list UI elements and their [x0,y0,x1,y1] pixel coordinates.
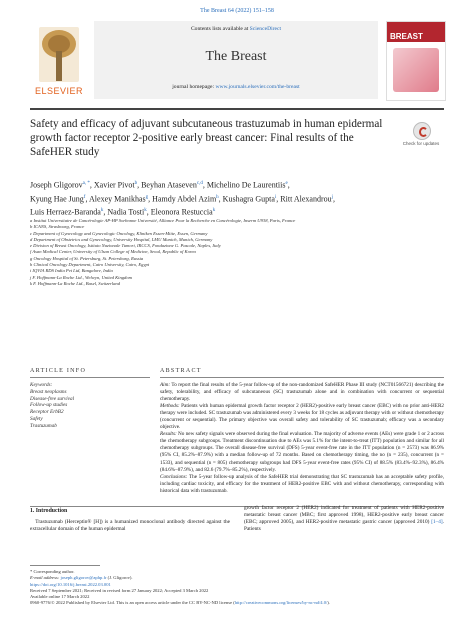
abstract-aim: Aim: To report the final results of the 5-year follow-up of the non-randomized SafeHER Phase III study (NCT01566721) describing the safety, tolerability, and efficacy of subcutaneous (SC) trastuzumab alone and in combination with concurrent or sequential chemotherapy. [160,382,444,403]
abstract-results: Results: No new safety signals were observed during the final evaluation. The majority of adverse events (AEs) were grade 1 or 2 across the chemotherapy subgroups. Treatment discontinuation due to AEs was 5.1% for the intent-to-treat (ITT) population and similar for all chemotherapy subgroups. The overall disease-free survival (DFS) 5-year event-free rate in the ITT population (n = 2573) was 86.9% (95% CI, 85.2%–87.9%) with a median follow-up of 72 months. Based on chemotherapy timing, the no (n = 235), concurrent (n = 1533), and sequential (n = 805) chemotherapy subgroups had DFS 5-year event-free rates (95% CI) of 88.5% (83.4%–92.3%), 86.4% (84.6%–87.9%), and 82.6 (79.7%–85.2%), respectively. [160,431,444,473]
affiliation: f Asan Medical Center, University of Ulsan College of Medicine, Seoul, Republic of Korea [30,249,196,255]
journal-cover[interactable] [386,21,446,101]
footnote-divider [30,565,100,566]
email-line: E-mail address: joseph.gligorov@aphp.fr (J. Gligorov). [30,575,133,581]
affiliation: g Oncology Hospital of St. Petersburg, St. Petersburg, Russia [30,255,144,261]
elsevier-logo[interactable] [30,23,88,99]
doi-link[interactable]: https://doi.org/10.1016/j.breast.2022.03.001 [30,581,111,587]
keyword: Follow-up studies [30,402,68,409]
citation-link[interactable]: [1–4] [431,519,443,526]
affiliation: i IQVIA RDS India Pvt Ltd, Bangalore, India [30,268,113,274]
affiliation: k F. Hoffmann-La Roche Ltd., Basel, Switzerland [30,280,120,286]
keyword: Receptor ErbB2 [30,409,64,416]
keyword: Trastuzumab [30,422,57,429]
corresponding-note: * Corresponding author. [30,569,75,574]
tree-icon [39,27,79,82]
affiliation-list [30,218,444,287]
check-updates-label: Check for updates [402,141,440,146]
contents-line: Contents lists available at ScienceDirect [190,26,282,32]
article-footer [30,569,444,607]
keywords-label: Keywords: [30,382,53,388]
available-online: Available online 17 March 2022 [30,594,90,600]
divider [30,377,150,378]
affiliation: c Department of Gynecology and Gynecologic Oncology, Kliniken Essen-Mitte, Essen, Germany [30,230,208,236]
update-icon [413,122,431,140]
abstract-heading: ABSTRACT [160,368,202,374]
abstract-body [160,382,444,495]
abstract-methods: Methods: Patients with human epidermal growth factor receptor 2 (HER2)-positive early breast cancer (EBC) with no prior anti-HER2 therapy were included. SC trastuzumab was administered every 3 weeks for 18 cycles as adjuvant therapy with or without chemotherapy (concurrent or sequential). The primary objective was overall safety and tolerability of SC trastuzumab; efficacy was a secondary objective. [160,403,444,431]
homepage-link[interactable]: www.journals.elsevier.com/the-breast [215,84,300,90]
check-for-updates-button[interactable] [400,122,442,152]
keyword: Breast neoplasms [30,388,67,395]
affiliation: d Department of Obstetrics and Gynecology, University Hospital, LMU Munich, Munich, Germany [30,236,213,242]
header-divider [30,108,444,110]
journal-masthead [30,21,444,104]
affiliation: h Clinical Oncology Department, Cairo University, Cairo, Egypt [30,262,150,268]
divider [160,377,444,378]
keywords-list [30,382,150,430]
paper-title: Safety and efficacy of adjuvant subcutaneous trastuzumab in human epidermal growth factor receptor 2-positive early breast cancer: Final results of the SafeHER study [30,118,383,158]
affiliation: b ICANS, Strasbourg, France [30,224,85,230]
section-heading: 1. Introduction [30,508,68,514]
author-list: Joseph Gligorov$^{a, *}$, Xavier Pivot$^b$, Beyhan Ataseven$^{c,d}$, Michelino De Laurentiis$^e$, Kyung Hae Jung$^f$, Alexey Manikhas$^g$, Hamdy Abdel Azim$^h$, Kushagra Gupta$^i$, Ritt Alexandrou$^j$, Luis Herraez-Baranda$^k$, Nadia Tosti$^k$, Eleonora Restuccia$^k$ [30,180,335,217]
sciencedirect-link[interactable]: ScienceDirect [249,26,282,32]
license-link[interactable]: http://creativecommons.org/licenses/by-nc-nd/4.0/ [234,600,328,606]
affiliation: j F. Hoffmann-La Roche Ltd., Welwyn, United Kingdom [30,274,132,280]
journal-reference[interactable]: The Breast 64 (2022) 151–158 [200,8,274,14]
affiliation: a Institut Universitaire de Cancérologie AP-HP Sorbonne Université, Alliance Pour la Recherche en Cancérologie, Inserm U938, Paris, France [30,218,296,223]
received-dates: Received 7 September 2021; Received in revised form 27 January 2022; Accepted 3 March 2022 [30,587,209,593]
journal-info-box [94,21,378,99]
article-info-heading: ARTICLE INFO [30,368,87,374]
affiliation: e Division of Breast Oncology, Istituto Nazionale Tumori, IRCCS, Fondazione G. Pascale, Naples, Italy [30,243,221,249]
email-link[interactable]: joseph.gligorov@aphp.fr [60,575,107,581]
abstract-conclusions: Conclusions: The 5-year follow-up analysis of the SafeHER trial demonstrating that SC trastuzumab has an acceptable safety profile, including cardiac toxicity, and efficacy for the treatment of HER2-positive EBC with and without chemotherapy, corresponding with historical data with trastuzumab. [160,473,444,494]
homepage-line: journal homepage: www.journals.elsevier.com/the-breast [172,84,300,90]
intro-paragraph-right: growth factor receptor 2 (HER2) indicated for treatment of patients with HER2-positive metastatic breast cancer (MBC; first approved 1998), HER2-positive early breast cancer (EBC; approved 2005), and HER2-positive metastatic gastric cancer (approved 2010) [1–4]. Patients [244,505,444,533]
publisher-name: ELSEVIER [34,86,84,96]
license-line: 0960-9776/© 2022 Published by Elsevier Ltd. This is an open access article under the CC BY-NC-ND license (http://creativecommons.org/licenses/by-nc-nd/4.0/). [30,600,330,606]
cover-title: BREAST [390,32,423,41]
journal-title: The Breast [205,49,267,64]
intro-paragraph-left: Trastuzumab (Herceptin® [H]) is a humanized monoclonal antibody directed against the extracellular domain of the human epidermal [30,519,230,533]
author-name[interactable]: Joseph Gligorov [30,180,83,190]
keyword: Safety [30,415,43,422]
keyword: Disease-free survival [30,395,75,402]
